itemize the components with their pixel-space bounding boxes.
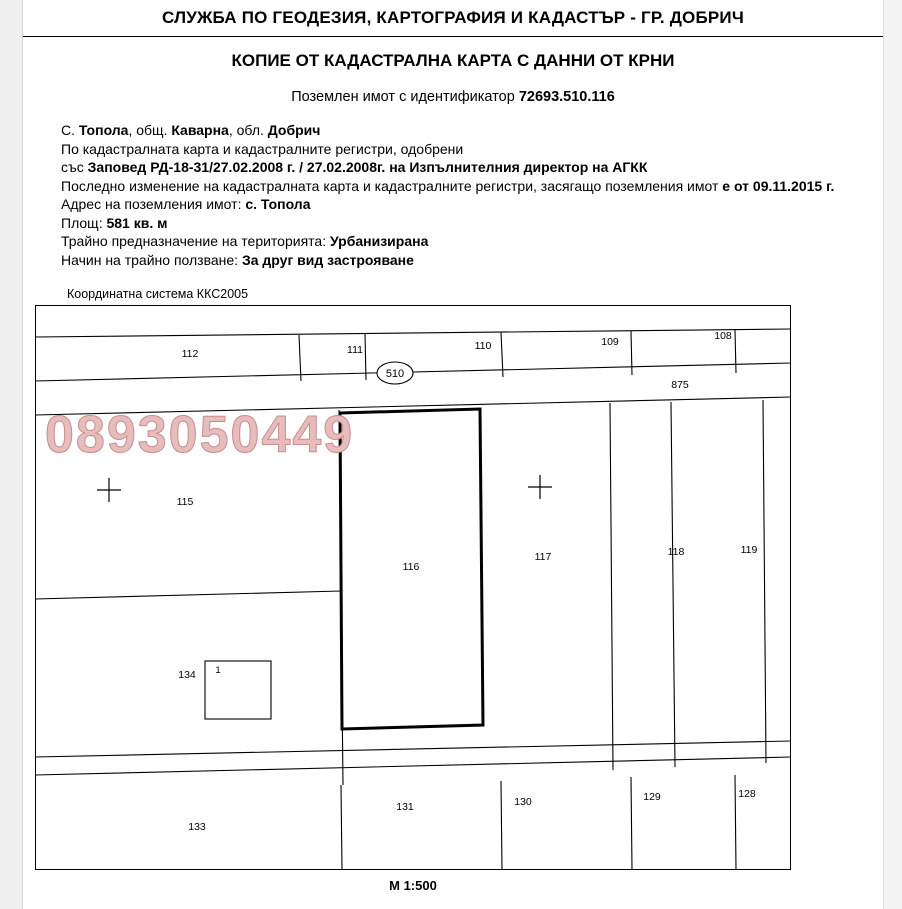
parcel-label-875: 875 [671,379,689,391]
location-sep-1: , общ. [128,122,172,138]
parcel-boundary [763,400,766,763]
last-change-value: е от 09.11.2015 г. [722,177,835,194]
order-prefix: със [61,159,88,175]
parcel-boundary [671,402,675,767]
purpose-label: Трайно предназначение на територията: [61,233,330,249]
survey-marks [97,475,552,502]
location-village: Топола [78,122,129,138]
coordinate-system-label: Координатна система ККС2005 [67,287,249,301]
page-left-margin [0,0,23,909]
parcel-label-130: 130 [514,796,532,808]
parcel-label-131: 131 [396,801,414,813]
header-divider [23,36,883,37]
parcel-label-129: 129 [643,791,661,803]
parcel-boundary [735,775,736,870]
document-content [23,0,883,909]
map-scale: М 1:500 [389,878,437,893]
purpose-line [61,232,883,251]
order-value: Заповед РД-18-31/27.02.2008 г. / 27.02.2008г. на Изпълнителния директор на АГКК [87,159,648,175]
parcel-boundary [631,331,632,375]
parcel-boundary [35,329,791,337]
cadastral-map[interactable] [35,305,791,870]
address-line [61,195,883,214]
parcel-label-128: 128 [738,788,756,800]
map-drawing [35,305,791,870]
parcel-label-133: 133 [188,821,206,833]
building-label-1: 1 [215,665,221,676]
approved-line: По кадастралната карта и кадастралните регистри, одобрени [61,140,464,157]
parcel-boundary [35,757,791,775]
last-change-line [61,177,883,196]
parcel-boundary [610,403,613,770]
parcel-label-111: 111 [347,344,363,356]
last-change-prefix: Последно изменение на кадастралната карта и кадастралните регистри, засягащо поземления имот [61,177,723,194]
phone-watermark: 0893050449 [45,406,355,464]
area-line [61,214,883,233]
usage-value: За друг вид застрояване [241,251,414,268]
address-label: Адрес на поземления имот: [61,196,246,212]
parcel-label-134: 134 [178,669,196,681]
location-region: Добрич [267,122,321,138]
parcel-boundary [631,777,632,870]
area-label: Площ: [61,214,107,231]
identifier-value: 72693.510.116 [518,89,615,105]
location-sep-2: , обл. [228,122,268,138]
identifier-line [23,89,883,105]
usage-label: Начин на трайно ползване: [61,251,242,268]
address-value: с. Топола [245,196,311,212]
parcel-boundary [501,781,502,870]
parcel-boundary [35,591,341,599]
document-title: КОПИЕ ОТ КАДАСТРАЛНА КАРТА С ДАННИ ОТ КРНИ [231,51,675,70]
parcel-label-108: 108 [714,330,732,342]
identifier-prefix: Поземлен имот с идентификатор [291,89,519,105]
area-value: 581 кв. м [106,214,168,231]
parcel-boundary [299,335,301,381]
usage-line [61,251,883,270]
parcel-label-116: 116 [402,561,420,573]
parcel-boundary [35,741,791,757]
location-prefix: С. [61,122,79,138]
property-info-block [61,121,883,269]
purpose-value: Урбанизирана [329,233,429,249]
parcel-label-110: 110 [474,340,492,352]
location-municipality: Каварна [171,122,229,138]
parcel-label-118: 118 [667,546,685,558]
parcel-boundary [735,330,736,373]
parcel-label-112: 112 [181,348,199,360]
parcel-label-109: 109 [601,336,619,348]
parcel-label-117: 117 [534,551,552,563]
location-line [61,121,883,140]
page-right-margin [883,0,902,909]
region-510-marker [377,362,413,384]
order-line [61,158,883,177]
office-title: СЛУЖБА ПО ГЕОДЕЗИЯ, КАРТОГРАФИЯ И КАДАСТЪР - ГР. ДОБРИЧ [162,8,744,27]
parcel-label-119: 119 [740,544,758,556]
region-510-label: 510 [385,368,405,380]
parcel-label-115: 115 [176,496,194,508]
parcel-boundary [341,785,342,870]
